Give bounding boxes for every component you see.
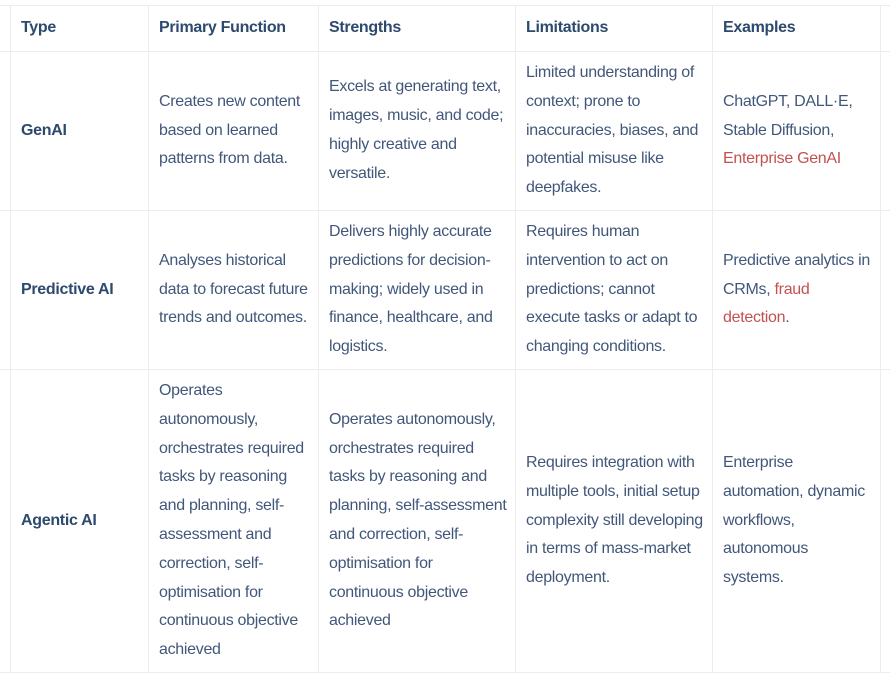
column-header-type — [10, 6, 148, 51]
right-gutter — [881, 370, 890, 672]
cell-strengths — [318, 211, 515, 369]
fraud-detection-link[interactable]: fraud detection — [723, 280, 810, 327]
left-gutter — [0, 52, 10, 210]
enterprise-genai-link[interactable]: Enterprise GenAI — [723, 150, 841, 168]
limitations-text: Limited understanding of context; prone to inaccuracies, biases, and potential misuse like deepfakes. — [526, 64, 699, 197]
cell-primary-function — [148, 370, 318, 672]
right-gutter — [881, 52, 890, 210]
cell-examples — [712, 211, 881, 369]
cell-type — [10, 370, 148, 672]
limitations-text: Requires human intervention to act on predictions; cannot execute tasks or adapt to changing conditions. — [526, 223, 698, 356]
column-header-primary-function — [148, 6, 318, 51]
left-gutter — [0, 370, 10, 672]
examples-text — [723, 247, 872, 333]
cell-type — [10, 52, 148, 210]
left-gutter — [0, 6, 10, 51]
cell-strengths — [318, 370, 515, 672]
cell-primary-function — [148, 52, 318, 210]
examples-prefix: Predictive analytics in CRMs, — [723, 251, 870, 298]
cell-strengths — [318, 52, 515, 210]
strengths-text: Operates autonomously, orchestrates required tasks by reasoning and planning, self-assessment and correction, self-optimisation for continuous objective achieved — [329, 410, 507, 630]
table-row-genai — [0, 52, 890, 211]
right-gutter — [881, 211, 890, 369]
examples-suffix: . — [785, 309, 790, 327]
column-header-strengths-label: Strengths — [329, 19, 401, 37]
table-header-row — [0, 5, 890, 52]
primary-function-text: Analyses historical data to forecast future trends and outcomes. — [159, 251, 308, 327]
left-gutter — [0, 211, 10, 369]
table-row-agentic-ai — [0, 370, 890, 673]
column-header-examples-label: Examples — [723, 19, 796, 37]
primary-function-text: Operates autonomously, orchestrates required tasks by reasoning and planning, self-assessment and correction, self-optimisation for continuous objective achieved — [159, 382, 304, 659]
cell-limitations — [515, 52, 712, 210]
column-header-examples — [712, 6, 881, 51]
column-header-limitations-label: Limitations — [526, 19, 609, 37]
right-gutter — [881, 6, 890, 51]
cell-examples — [712, 370, 881, 672]
examples-text — [723, 88, 872, 174]
table-row-predictive-ai — [0, 211, 890, 370]
cell-limitations — [515, 211, 712, 369]
strengths-text: Delivers highly accurate predictions for decision-making; widely used in finance, healthcare, and logistics. — [329, 223, 493, 356]
cell-examples — [712, 52, 881, 210]
strengths-text: Excels at generating text, images, music, and code; highly creative and versatile. — [329, 78, 504, 182]
examples-prefix: ChatGPT, DALL·E, Stable Diffusion, — [723, 92, 853, 139]
type-label-agentic-ai: Agentic AI — [21, 511, 97, 529]
cell-limitations — [515, 370, 712, 672]
limitations-text: Requires integration with multiple tools, initial setup complexity still developing in terms of mass-market deployment. — [526, 454, 703, 587]
primary-function-text: Creates new content based on learned patterns from data. — [159, 92, 301, 168]
type-label-genai: GenAI — [21, 121, 67, 139]
column-header-type-label: Type — [21, 19, 56, 37]
column-header-limitations — [515, 6, 712, 51]
ai-comparison-table — [0, 5, 890, 673]
cell-primary-function — [148, 211, 318, 369]
examples-text — [723, 449, 872, 593]
cell-type — [10, 211, 148, 369]
column-header-strengths — [318, 6, 515, 51]
column-header-primary-function-label: Primary Function — [159, 19, 286, 37]
examples-prefix: Enterprise automation, dynamic workflows, autonomous systems. — [723, 454, 865, 587]
type-label-predictive-ai: Predictive AI — [21, 280, 114, 298]
